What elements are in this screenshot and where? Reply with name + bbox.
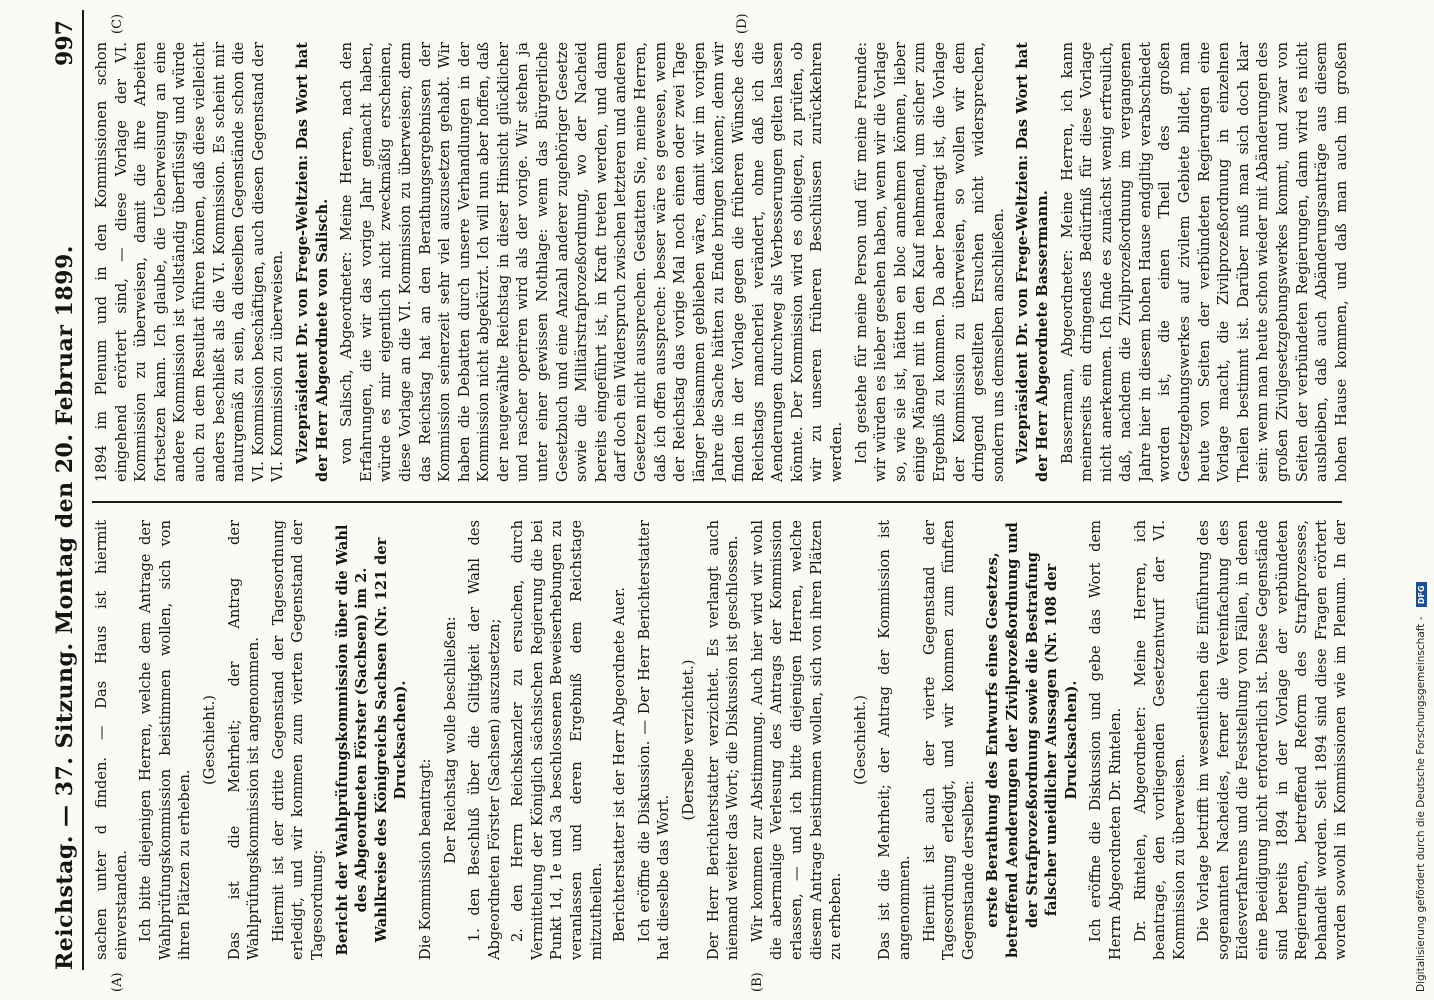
stage-direction: (Derselbe verzichtet.) [680, 659, 698, 821]
paragraph: Wir kommen zur Abstimmung. Auch hier wird wir wohl die abermalige Verlesung des Antrags der Kommission erlassen, — und ich bitte diejenigen Herren, welche diesem Antrage beistimmen wollen, sich von ihren Plätzen zu erheben. [748, 520, 845, 960]
column-divider [92, 501, 1342, 503]
list-item: 2. den Herrn Reichskanzler zu ersuchen, durch Vermittelung der Königlich sächsischen Regierung die bei Punkt 1d, 1e und 3a beschlossenen Beweiserhebungen zu veranlassen und deren Ergebniß dem Reichstage mitzutheilen. [509, 520, 605, 960]
paragraph: 1894 im Plenum und in den Kommissionen schon eingehend erörtert sind, — diese Vorlage der VI. Kommission zu überweisen, damit die ihre Arbeiten fortsetzen kann. Ich glaube, die Ueberweisung an eine andere Kommission ist vollständig überflüssig und würde auch zu dem Resultat führen können, daß diese vielleicht anders beschließt als die VI. Kommission. Es scheint mir naturgemäß zu sein, da dieselben Gegenstände schon die VI. Kommission beschäftigen, auch diesen Gegenstand der VI. Kommission zu überweisen. [93, 42, 287, 482]
paragraph: Berichterstatter ist der Herr Abgeordnete Auer. [611, 586, 629, 942]
left-column [92, 520, 1352, 960]
margin-marker-a: (A) [110, 972, 125, 992]
paragraph: Das ist die Mehrheit; der Antrag der Kommission ist angenommen. [876, 520, 913, 960]
speech-paragraph: von Salisch, Abgeordneter: Meine Herren, nach den Erfahrungen, die wir das vorige Jahr gemacht haben, würde es mir eigentlich nicht zweckmäßig erscheinen, diese Vorlage an die VI. Kommission zu überweisen; denn das Reichstag hat an den Berathungsergebnissen der Kommission seinerzeit sehr viel auszusetzen gehabt. Wir haben die Debatten durch unsere Verhandlungen in der Kommission nicht abgekürzt. Ich will nun aber hoffen, daß der neugewählte Reichstag in dieser Hinsicht glücklicher und rascher operiren wird als der vorige. Wir stehen ja unter einer gewissen Nothlage: wenn das Bürgerliche Gesetzbuch und eine Anzahl anderer zugehöriger Gesetze sowie die Militärstrafprozeßordnung, wo der Nacheid bereits eingeführt ist, in Kraft treten werden, und dann darf doch ein Widerspruch zwischen letzteren und anderen Gesetzen nicht aussprechen. Gestatten Sie, meine Herren, daß ich offen ausspreche: besser wäre es gewesen, wenn der Reichstag das vorige Mal noch einen oder zwei Tage länger beisammen geblieben wäre, damit wir im vorigen Jahre die Sache hätten zu Ende bringen können; denn wir finden in der Vorlage gegen die früheren Wünsche des Reichstags mancherlei verändert, ohne daß ich die Aenderungen durchweg als Verbesserungen gelten lassen könnte. Der Kommission wird es obliegen, zu prüfen, ob wir zu unseren früheren Beschlüssen zurückkehren werden. [338, 42, 845, 482]
paragraph: Das ist die Mehrheit; der Antrag der Wahlprüfungskommission ist angenommen. [225, 520, 263, 960]
credit-text: Digitalisierung gefördert durch die Deutsche Forschungsgemeinschaft - [1415, 616, 1427, 992]
speaker-line: Vizepräsident Dr. von Frege-Weltzien: Das Wort hat der Herr Abgeordnete von Salisch. [293, 42, 331, 482]
header-title: Reichstag. — 37. Sitzung. Montag den 20. Februar 1899. [52, 245, 78, 970]
paragraph: Der Herr Berichterstatter verzichtet. Es verlangt auch niemand weiter das Wort; die Diskussion ist geschlossen. [704, 520, 742, 960]
page-header [52, 10, 84, 970]
stage-direction: (Geschieht.) [851, 695, 869, 785]
page-number: 997 [52, 20, 78, 66]
paragraph: Hiermit ist auch der vierte Gegenstand der Tagesordnung erledigt, und wir kommen zum fünften Gegenstande derselben: [920, 520, 977, 960]
agenda-heading: Bericht der Wahlprüfungskommission über die Wahl des Abgeordneten Förster (Sachsen) im 2. Wahlkreise des Königreichs Sachsen (Nr. 121 der Drucksachen). [333, 524, 410, 956]
agenda-heading: erste Berathung des Entwurfs eines Gesetzes, betreffend Aenderungen der Zivilprozeßordnung und der Strafprozeßordnung sowie die Bestrafung falscher uneidlicher Aussagen (Nr. 108 der Drucksachen). [984, 522, 1080, 958]
margin-marker-d: (D) [735, 13, 750, 34]
paragraph: Die Kommission beantragt: [416, 758, 434, 960]
stage-direction: (Geschieht.) [200, 695, 218, 785]
list-item: 1. den Beschluß über die Giltigkeit der Wahl des Abgeordneten Förster (Sachsen) auszusetzen; [466, 520, 503, 960]
speaker-line: Vizepräsident Dr. von Frege-Weltzien: Das Wort hat der Herr Abgeordnete Bassermann. [1014, 42, 1051, 482]
paragraph: Ich eröffne die Diskussion. — Der Herr Berichterstatter hat dieselbe das Wort. [635, 520, 673, 960]
paragraph: Hiermit ist der dritte Gegenstand der Tagesordnung erledigt, und wir kommen zum vierten Gegenstand der Tagesordnung: [269, 520, 326, 960]
speech-paragraph: Bassermann, Abgeordneter: Meine Herren, ich kann meinerseits ein dringendes Bedürfniß für diese Vorlage nicht anerkennen. Ich finde es zunächst wenig erfreulich, daß, nachdem die Zivilprozeßordnung im vergangenen Jahre hier in diesem hohen Hause endgiltig verabschiedet worden ist, die einen Theil des großen Gesetzgebungswerkes auf zivilem Gebiete bildet, man heute von Seiten der verbündeten Regierungen eine Vorlage macht, die Zivilprozeßordnung in einzelnen Theilen bestimmt ist. Darüber muß man sich doch klar sein: wenn man heute schon wieder mit Abänderungen des großen Zivilgesetzgebungswerkes kommt, und zwar von Seiten der verbündeten Regierungen, dann wird es nicht ausbleiben, daß auch Abänderungsanträge aus diesem hohen Hause kommen, und daß man auch im großen [1058, 42, 1350, 482]
margin-marker-c: (C) [110, 13, 125, 34]
paragraph: Ich bitte diejenigen Herren, welche dem Antrage der Wahlprüfungskommission beistimmen wollen, sich von ihren Plätzen zu erheben. [137, 520, 194, 960]
paragraph: Die Vorlage betrifft im wesentlichen die Einführung des sogenannten Nacheides, ferner die Vereinfachung des Eidesverfahrens und die Feststellung von Fällen, in denen eine Beeidigung nicht erforderlich ist. Diese Gegenstände sind bereits 1894 in der Vorlage der verbündeten Regierungen, betreffend Reform des Strafprozesses, behandelt worden. Seit 1894 sind diese Fragen erörtert worden sowohl in Kommissionen wie im Plenum. In der [1195, 520, 1350, 960]
paragraph: Der Reichstag wolle beschließen: [441, 616, 459, 864]
right-column [92, 42, 1352, 482]
digitization-credit [1413, 8, 1433, 992]
paragraph: sachen unter d finden. — Das Haus ist hiermit einverstanden. [93, 520, 130, 960]
dfg-logo: DFG [1416, 582, 1427, 607]
paragraph: Ich eröffne die Diskussion und gebe das Wort dem Herrn Abgeordneten Dr. Rintelen. [1087, 520, 1124, 960]
speech-paragraph: Dr. Rintelen, Abgeordneter: Meine Herren, ich beantrage, den vorliegenden Gesetzentwurf der VI. Kommission zu überweisen. [1131, 520, 1188, 960]
paragraph: Ich gestehe für meine Person und für meine Freunde: wir würden es lieber gesehen haben, wenn wir die Vorlage so, wie sie ist, hätten en bloc annehmen können, lieber einige Mängel mit in den Kauf nehmend, um sicher zum Ergebniß zu kommen. Da aber beantragt ist, die Vorlage der Kommission zu überweisen, so wollen wir dem dringend gestellten Ersuchen nicht widersprechen, sondern uns demselben anschließen. [852, 42, 1007, 482]
margin-marker-b: (B) [750, 972, 765, 992]
